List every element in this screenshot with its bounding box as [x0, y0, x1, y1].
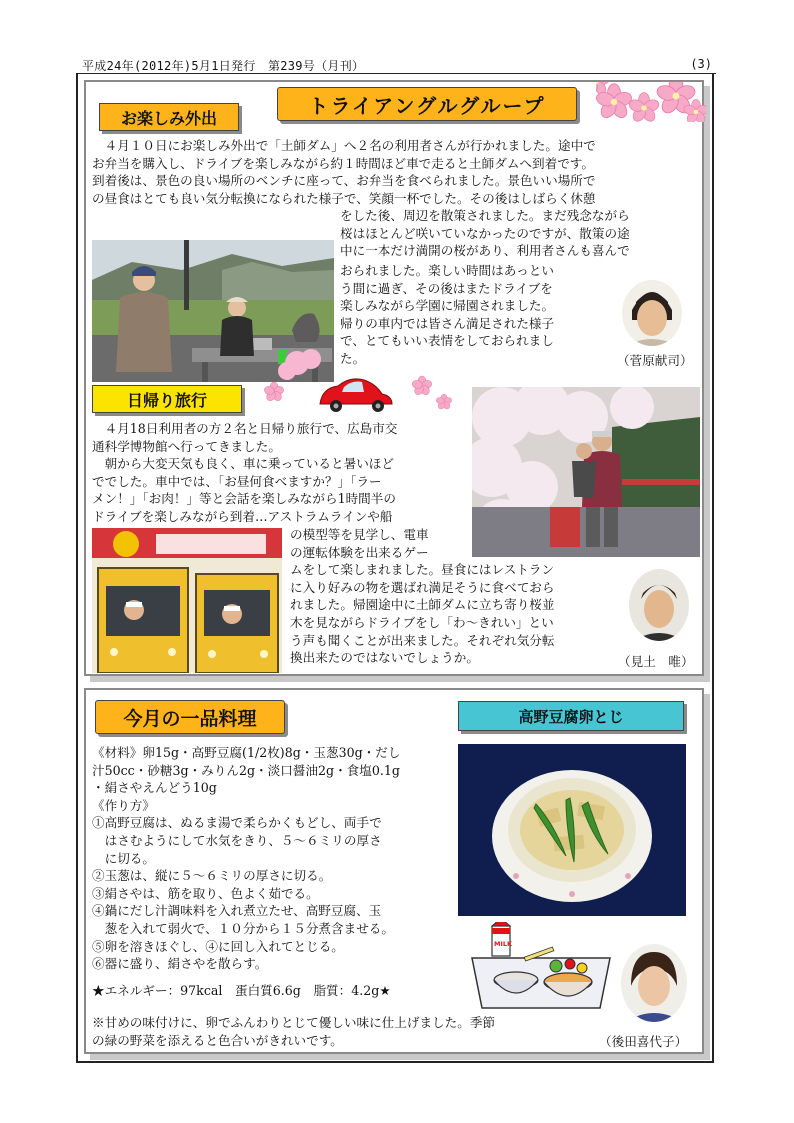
cherry-blossom-photo — [472, 387, 700, 557]
issue-info: 平成24年(2012年)5月1日発行 第239号（月刊） — [82, 59, 365, 73]
text-line: う声も聞くことが出来ました。それぞれ気分転 — [290, 632, 555, 648]
text-line: メン！」「お肉！」等と会話を楽しみながら1時間半の — [92, 491, 396, 507]
text-line: ドライブを楽しみながら到着…アストラムラインや船 — [92, 508, 393, 524]
recipe-text — [92, 744, 400, 973]
recipe-line: ・絹さやえんどう10g — [92, 780, 217, 796]
page-number: (3) — [690, 57, 712, 71]
recipe-line: 《材料》卵15g・高野豆腐(1/2枚)8g・玉葱30g・だし — [92, 745, 401, 760]
outing-author: （菅原献司） — [617, 353, 693, 368]
recipe-line: ④鍋にだし汁調味料を入れ煮立たせ、高野豆腐、玉 — [92, 903, 382, 919]
outing-heading: お楽しみ外出 — [120, 108, 217, 128]
text-line: に入り好みの物を選ばれ満足そうに食べておら — [290, 579, 555, 595]
recipe-line: ①高野豆腐は、ぬるま湯で柔らかくもどし、両手で — [92, 815, 382, 831]
text-line: 木を見ながらドライブをし「わ～きれい」とい — [290, 614, 554, 630]
daytrip-heading-banner — [92, 385, 242, 413]
text-line: れました。帰園途中に土師ダムに立ち寄り桜並 — [290, 597, 555, 613]
dam-outing-photo — [92, 240, 334, 382]
text-line: の昼食はとても良い気分転換になられた様子で、笑顔一杯でした。その後はしばらく休憩 — [92, 190, 596, 206]
recipe-line: はさむようにして水気をきり、５～６ミリの厚さ — [92, 832, 382, 848]
recipe-line: に切る。 — [92, 850, 155, 866]
outing-paragraph-narrow — [340, 262, 554, 368]
text-line: 換出来たのではないでしょうか。 — [290, 650, 479, 666]
text-line: ４月18日利用者の方２名と日帰り旅行で、広島市交 — [92, 421, 398, 436]
text-line: た。 — [340, 350, 366, 366]
dish-name-banner — [458, 701, 684, 731]
text-line: ４月１０日にお楽しみ外出で「土師ダム」へ２名の利用者さんが行かれました。途中で — [92, 138, 596, 153]
recipe-line: 汁50cc・砂糖3g・みりん2g・淡口醤油2g・食塩0.1g — [92, 762, 400, 778]
text-line: 桜はほとんど咲いていなかったのですが、散策の途 — [340, 225, 630, 241]
author-portrait-2 — [629, 569, 689, 641]
recipe-line: 《作り方》 — [92, 797, 155, 813]
note-line: の緑の野菜を添えると色合いがきれいです。 — [92, 1032, 343, 1048]
text-line: 通科学博物館へ行ってきました。 — [92, 438, 281, 454]
text-line: の模型等を見学し、電車 — [290, 527, 429, 542]
group-title-banner — [277, 87, 577, 121]
group-title: トライアングルグループ — [308, 93, 546, 118]
text-line: 帰りの車内では皆さん満足された様子 — [340, 315, 555, 331]
text-line: 楽しみながら学園に帰園されました。 — [340, 298, 555, 314]
milk-label: MILK — [494, 940, 513, 948]
dish-note — [92, 1014, 495, 1049]
text-line: おられました。楽しい時間はあっとい — [340, 263, 554, 278]
recipe-line: 葱を入れて弱火で、１０分から１５分煮含ませる。 — [92, 920, 394, 936]
text-line: 朝から大変天気も良く、車に乗っていると暑いほど — [92, 456, 394, 472]
daytrip-paragraph — [92, 420, 397, 526]
koya-tofu-dish-photo — [458, 744, 686, 916]
school-lunch-tray-icon — [466, 922, 616, 1014]
daytrip-heading: 日帰り旅行 — [126, 390, 207, 410]
monthly-dish-banner — [95, 700, 285, 734]
astram-train-photo — [92, 528, 282, 673]
recipe-line: ②玉葱は、縦に５～６ミリの厚さに切る。 — [92, 868, 332, 884]
text-line: をした後、周辺を散策されました。まだ残念ながら — [340, 208, 630, 223]
author-portrait-3 — [621, 944, 687, 1022]
text-line: ででした。車中では、「お昼何食べますか？」「ラー — [92, 473, 382, 489]
recipe-line: ③絹さやは、筋を取り、色よく茹でる。 — [92, 885, 319, 901]
dish-name: 高野豆腐卵とじ — [518, 707, 624, 726]
outing-paragraph — [92, 137, 596, 207]
text-line: う間に過ぎ、その後はまたドライブを — [340, 280, 553, 296]
text-line: の運転体験を出来るゲー — [290, 544, 429, 560]
recipe-line: ⑤卵を溶きほぐし、④に回し入れてとじる。 — [92, 938, 344, 954]
recipe-line: ⑥器に盛り、絹さやを散らす。 — [92, 956, 268, 972]
text-line: 中に一本だけ満開の桜があり、利用者さんも喜んで — [340, 243, 630, 259]
monthly-dish-heading: 今月の一品料理 — [123, 707, 257, 730]
daytrip-author: （見土 唯） — [618, 654, 694, 669]
text-line: お弁当を購入し、ドライブを楽しみながら約１時間ほど車で走ると土師ダムへ到着です。 — [92, 155, 594, 171]
text-line: ムをして楽しまれました。昼食にはレストラン — [290, 562, 555, 578]
nutrition-info: ★エネルギー：97kcal 蛋白質6.6g 脂質：4.2g★ — [92, 983, 391, 998]
outing-paragraph-wrap — [340, 207, 630, 260]
text-line: 到着後は、景色の良い場所のベンチに座って、お弁当を食べられました。景色いい場所で — [92, 173, 596, 189]
text-line: で、とてもいい表情をしておられまし — [340, 333, 554, 349]
recipe-author: （後田喜代子） — [599, 1034, 688, 1049]
author-portrait-1 — [622, 280, 682, 346]
outing-heading-banner — [99, 103, 239, 131]
note-line: ※甘めの味付けに、卵でふんわりとじて優しい味に仕上げました。季節 — [92, 1015, 495, 1030]
